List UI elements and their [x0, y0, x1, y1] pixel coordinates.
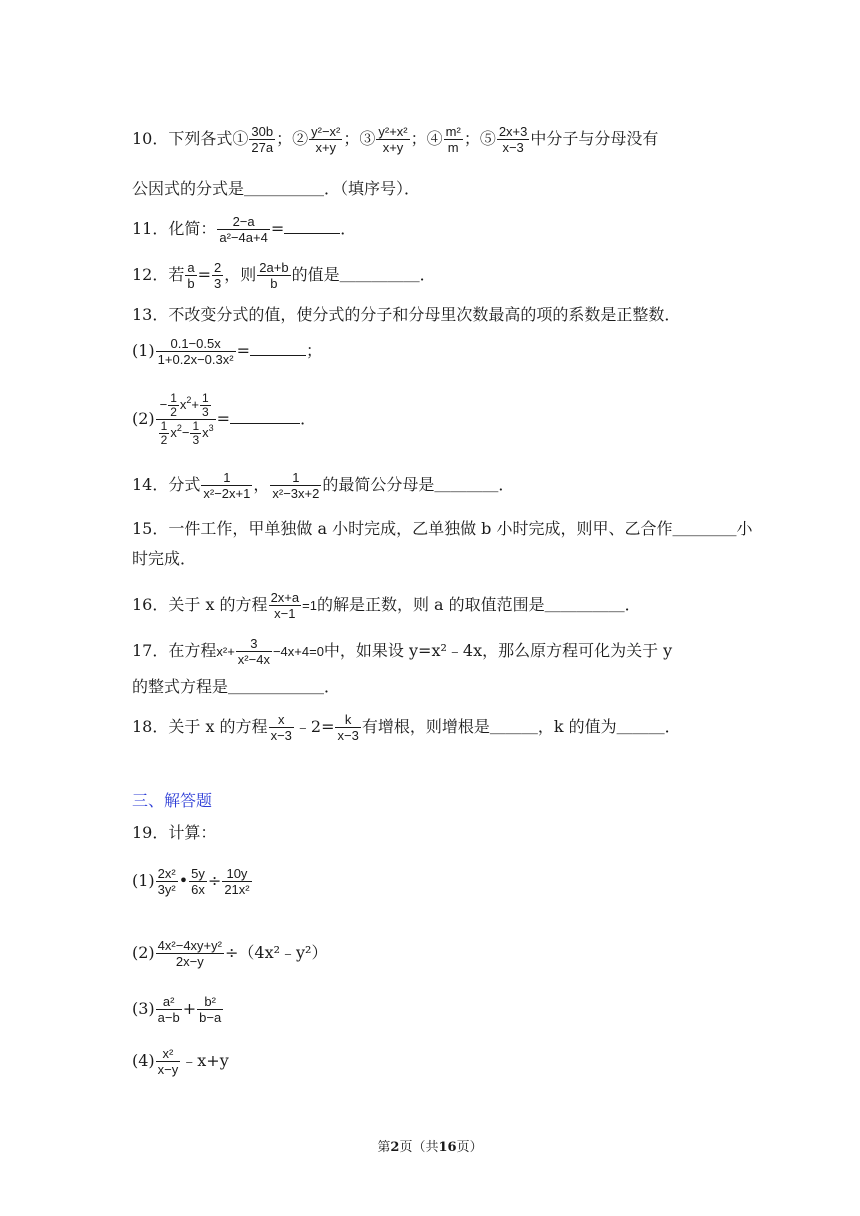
q10-f1-denominator: 27a	[251, 140, 274, 155]
q10-suffix: 中分子与分母没有	[530, 129, 659, 148]
q12-f2-numerator: 2	[214, 260, 222, 275]
q13-p1-answer-blank	[250, 341, 306, 356]
q10-fraction-1	[249, 124, 275, 155]
question-16	[132, 590, 641, 621]
q10-fraction-5	[497, 124, 530, 155]
q10-marker-1: ①	[232, 129, 249, 148]
q19-calc-4	[132, 1046, 229, 1077]
q13-part-1: (1) $\frac{0.1-0.5x}{\text{1+0.2x−0.3x²}}$ = ；	[132, 336, 322, 367]
question-11: 11．化简： $\frac{2-a}{\text{a²−4a+4}}$ = ．	[132, 214, 357, 245]
question-18	[132, 712, 681, 743]
q13-p2-answer-blank	[230, 409, 300, 424]
q17-prefix: 17．在方程	[132, 641, 217, 660]
q13-p2-d-frac2	[190, 420, 201, 447]
q10-prefix: 10．下列各式	[132, 129, 233, 148]
q11-numerator: 2−a	[217, 214, 269, 230]
q17-fraction	[236, 636, 272, 667]
q19-c2-label: (2)	[132, 943, 155, 962]
q10-fraction-2	[309, 124, 342, 155]
q18-f2-numerator: k	[335, 712, 360, 728]
q10-marker-4: ；④	[410, 129, 443, 148]
section-heading: 三、解答题	[132, 791, 213, 810]
q12-f3-numerator: 2a+b	[259, 260, 289, 275]
q19-calc-1	[132, 866, 253, 897]
q18-f1-numerator: x	[269, 712, 294, 728]
q19-c1b-denominator: 6x	[191, 882, 205, 897]
q11-fraction	[217, 214, 269, 245]
q14-fraction-2	[270, 470, 321, 501]
q13-p2-d-frac1	[159, 420, 170, 447]
q12-f2-denominator: 3	[214, 276, 222, 291]
q12-f1-numerator: a	[187, 260, 195, 275]
q10-f1-numerator: 30b	[251, 124, 274, 139]
q10-line-2: 公因式的分式是＿＿＿＿＿．（填序号）．	[132, 179, 421, 198]
q13-p2-d-frac1-bot: 2	[160, 433, 168, 447]
q13-p2-label: (2)	[132, 409, 155, 428]
q14-suffix: 的最简公分母是＿＿＿＿．	[322, 475, 515, 494]
q10-f5-denominator: x−3	[502, 140, 524, 155]
q14-f1-denominator: x²−2x+1	[203, 486, 251, 501]
q14-f1-numerator: 1	[201, 470, 252, 486]
q13-p2-d-frac2-top: 1	[192, 419, 200, 433]
q12-f1-denominator: b	[187, 276, 195, 291]
q13-p2-n-frac2	[200, 392, 211, 419]
q19-c1-frac-b	[189, 866, 207, 897]
q19-c3-frac-a	[156, 994, 182, 1025]
footer-pre: 第	[377, 1140, 391, 1155]
q14-prefix: 14．分式	[132, 475, 201, 494]
question-10	[132, 124, 658, 155]
q19-c1c-numerator: 10y	[222, 866, 251, 882]
q10-fraction-3	[376, 124, 409, 155]
footer-total-pages: 16	[438, 1140, 457, 1155]
q17-x2: x²+	[216, 644, 235, 659]
q19-c1-frac-c	[222, 866, 251, 897]
q13-p1-numerator: 0.1−0.5x	[156, 336, 236, 352]
q12-fraction-1	[185, 260, 196, 291]
q19-c3-label: (3)	[132, 999, 155, 1018]
q10-f2-numerator: y²−x²	[311, 124, 341, 139]
question-15-line-2: 时完成．	[132, 549, 197, 568]
q19-c2-numerator: 4x²−4xy+y²	[157, 938, 222, 953]
q10-f4-numerator: m²	[445, 124, 461, 139]
q10-marker-5: ；⑤	[463, 129, 496, 148]
q16-denominator: x−1	[274, 606, 296, 621]
q10-f4-denominator: m	[447, 140, 459, 155]
q19-c1-dot: •	[178, 871, 189, 890]
page-footer	[0, 1136, 860, 1155]
q13-p2-numerator: − $\frac{1}{2}$ $x^2+$ $\frac{1}{3}$	[156, 392, 216, 420]
q11-prefix: 11．化简：	[132, 219, 217, 238]
q19-c1-frac-a	[156, 866, 178, 897]
q19-c4-frac	[156, 1046, 181, 1077]
q18-prefix: 18．关于 x 的方程	[132, 717, 268, 736]
q11-answer-blank	[284, 219, 340, 234]
q13-p2-n-frac2-bot: 3	[202, 405, 209, 419]
q18-f1-denominator: x−3	[270, 728, 292, 743]
q14-f2-denominator: x²−3x+2	[272, 486, 320, 501]
q10-marker-3: ；③	[343, 129, 376, 148]
q19-calc-3	[132, 994, 224, 1025]
q12-equals: =	[197, 265, 212, 284]
q19-c3b-numerator: b²	[197, 994, 223, 1010]
question-17	[132, 636, 672, 667]
q19-c1a-denominator: 3y²	[157, 882, 176, 897]
q10-marker-2: ；②	[276, 129, 309, 148]
q16-numerator: 2x+a	[270, 590, 300, 605]
q19-c1-div: ÷	[207, 871, 222, 890]
q19-c2-frac	[156, 938, 224, 969]
q19-c1a-numerator: 2x²	[157, 866, 176, 881]
q14-fraction-1	[201, 470, 252, 501]
question-12	[132, 260, 436, 291]
q19-c1c-denominator: 21x²	[224, 882, 250, 897]
q13-p2-n-frac1-bot: 2	[170, 405, 177, 419]
q18-mid: ﹣2=	[294, 717, 335, 736]
q14-f2-numerator: 1	[270, 470, 321, 486]
q19-c3-frac-b	[197, 994, 223, 1025]
q13-p1-fraction	[156, 336, 236, 367]
q13-p1-denominator: 1+0.2x−0.3x²	[157, 352, 234, 367]
q13-p2-d-frac2-bot: 3	[192, 433, 200, 447]
q12-fraction-3	[257, 260, 290, 291]
q10-fraction-4	[444, 124, 463, 155]
q19-c4-label: (4)	[132, 1051, 155, 1070]
footer-page-number: 2	[390, 1140, 400, 1155]
q19-c1b-numerator: 5y	[191, 866, 205, 881]
q10-f3-numerator: y²+x²	[378, 124, 408, 139]
q19-c4-end: ﹣x+y	[181, 1051, 229, 1070]
q19-c3-plus: +	[182, 999, 197, 1018]
question-19-title: 19．计算：	[132, 823, 217, 842]
q18-fraction-1	[269, 712, 294, 743]
q17-mid: −4x+4=0	[272, 644, 324, 659]
q13-p1-label: (1)	[132, 341, 155, 360]
q16-suffix: 的解是正数，则 a 的取值范围是＿＿＿＿＿．	[316, 595, 641, 614]
q11-suffix: ．	[340, 219, 357, 238]
q12-suffix: 的值是＿＿＿＿＿．	[291, 265, 436, 284]
q13-p2-n-frac2-top: 1	[202, 391, 209, 405]
q13-p2-end: ．	[300, 409, 317, 428]
q13-p2-fraction	[156, 392, 216, 447]
q19-c4-denominator: x−y	[157, 1062, 179, 1077]
q17-denominator: x²−4x	[237, 652, 270, 667]
q19-c3b-denominator: b−a	[199, 1010, 222, 1025]
q12-fraction-2	[212, 260, 223, 291]
q13-p2-d-frac1-top: 1	[160, 419, 168, 433]
q13-p1-end: ；	[305, 341, 322, 360]
q10-f3-denominator: x+y	[382, 140, 404, 155]
q12-f3-denominator: b	[270, 276, 278, 291]
q14-sep: ，	[253, 475, 270, 494]
q16-prefix: 16．关于 x 的方程	[132, 595, 268, 614]
q13-p2-n-frac1	[168, 392, 179, 419]
footer-post: 页）	[456, 1140, 483, 1155]
q18-f2-denominator: x−3	[337, 728, 359, 743]
q19-calc-2	[132, 938, 327, 969]
q18-fraction-2	[335, 712, 360, 743]
footer-mid: 页（共	[399, 1140, 439, 1155]
q17-numerator: 3	[236, 636, 272, 652]
q19-c4-numerator: x²	[156, 1046, 181, 1062]
q19-c3a-denominator: a−b	[157, 1010, 180, 1025]
question-17-line-2: 的整式方程是＿＿＿＿＿＿．	[132, 677, 341, 696]
q19-c3a-numerator: a²	[156, 994, 182, 1010]
q10-f2-denominator: x+y	[315, 140, 337, 155]
q13-part-2: (2) − $\frac{1}{2}$ $x^2+$ $\frac{1}{3}$ $\frac{1}{2}$ $x^2-$ $\frac{1}{3}$ $x^3$ = ．	[132, 391, 317, 447]
question-14	[132, 470, 514, 501]
q16-equals: =1	[302, 598, 317, 613]
q19-c1-label: (1)	[132, 871, 155, 890]
question-13: 13．不改变分式的值，使分式的分子和分母里次数最高的项的系数是正整数．	[132, 305, 681, 324]
q12-prefix: 12．若	[132, 265, 185, 284]
q10-f5-numerator: 2x+3	[498, 124, 528, 139]
q13-p2-n-frac1-top: 1	[170, 391, 177, 405]
q13-p2-denominator: $\frac{1}{2}$ $x^2-$ $\frac{1}{3}$ $x^3$	[160, 419, 214, 447]
question-15-line-1: 15．一件工作，甲单独做 a 小时完成，乙单独做 b 小时完成，则甲、乙合作＿＿＿＿小	[132, 519, 753, 538]
q19-c2-denominator: 2x−y	[175, 954, 204, 969]
q17-suffix: 中，如果设 y=x²﹣4x，那么原方程可化为关于 y	[323, 641, 673, 660]
q16-fraction	[269, 590, 302, 621]
q19-c2-end: ÷（4x²﹣y²）	[224, 943, 328, 962]
q12-mid: ，则	[224, 265, 257, 284]
q11-denominator: a²−4a+4	[219, 230, 268, 245]
q18-suffix: 有增根，则增根是＿＿＿，k 的值为＿＿＿．	[361, 717, 681, 736]
